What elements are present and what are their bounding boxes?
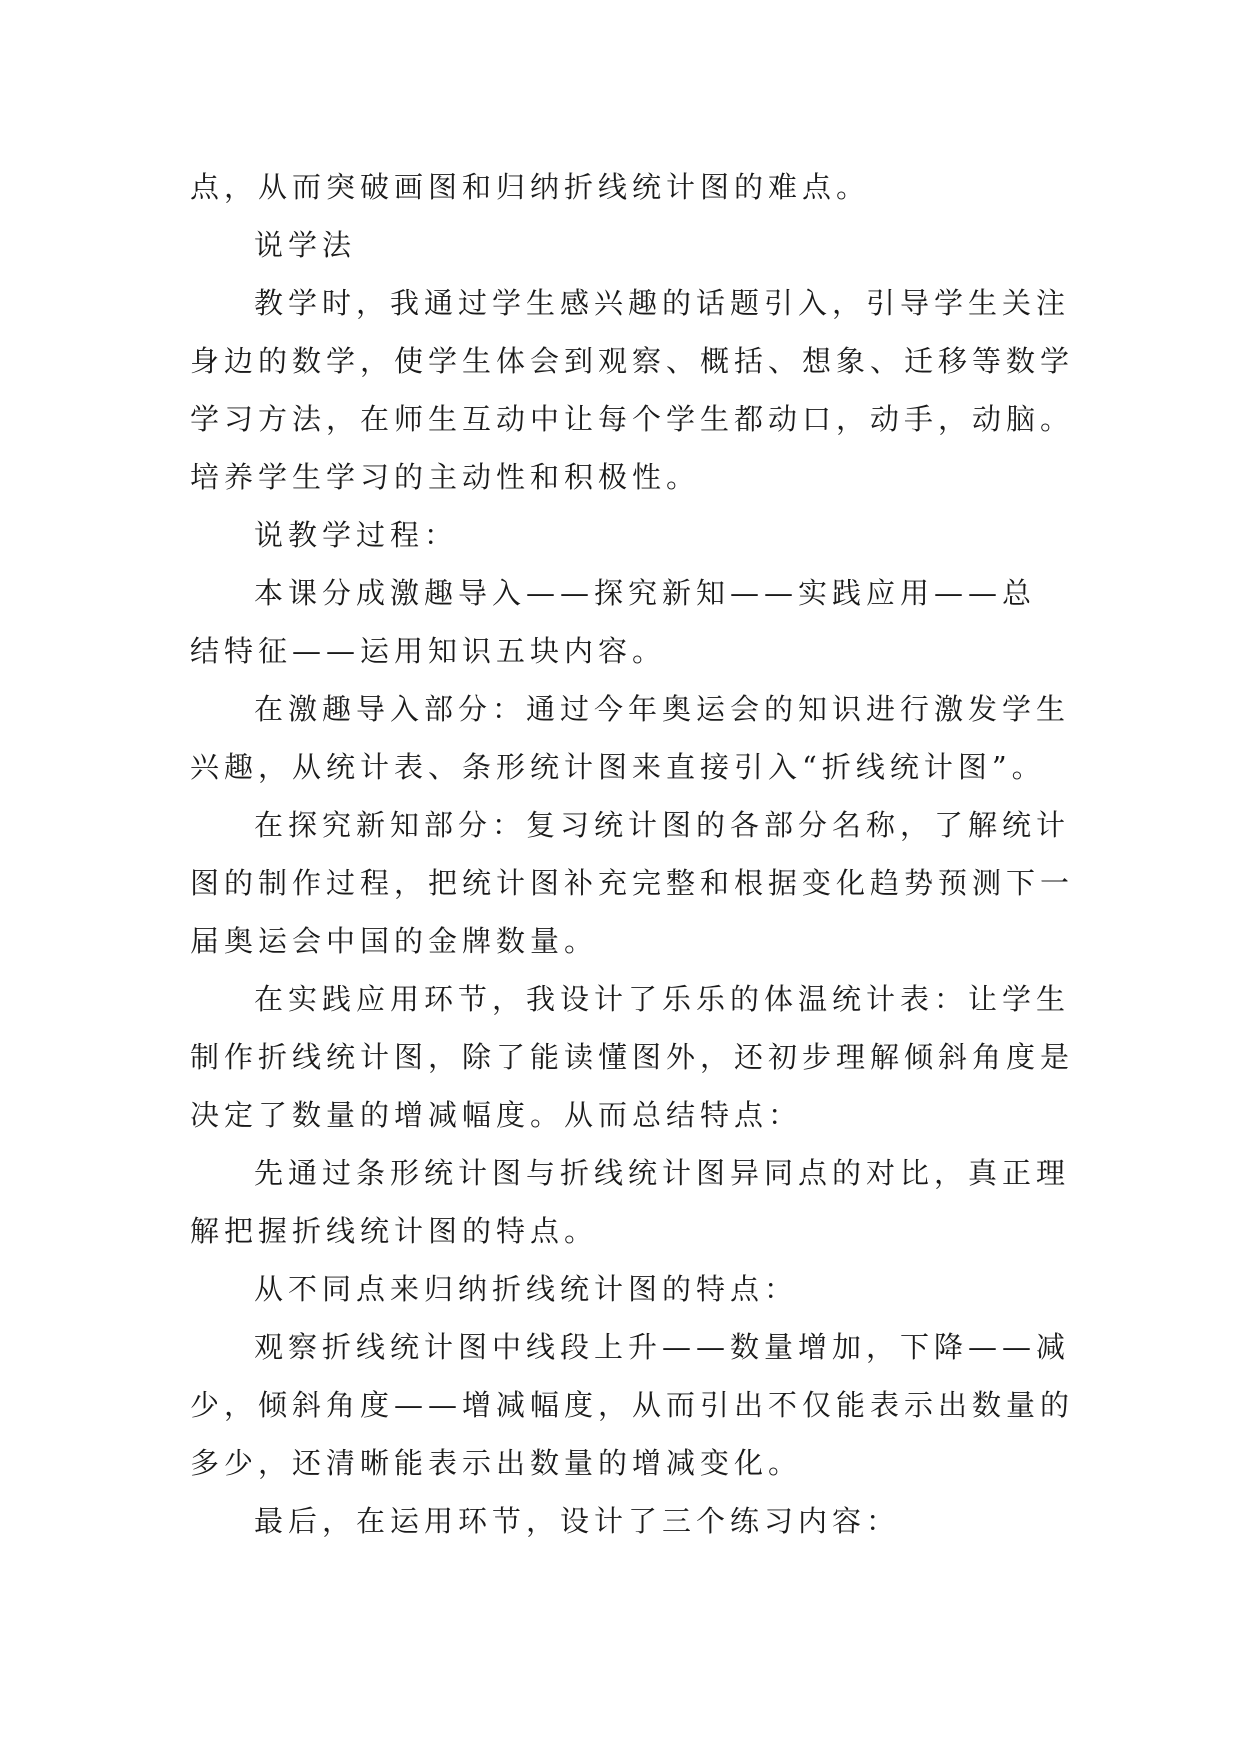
text-line: 先通过条形统计图与折线统计图异同点的对比，真正理	[254, 1156, 1071, 1190]
text-line: 最后，在运用环节，设计了三个练习内容：	[254, 1504, 901, 1538]
text-line: 本课分成激趣导入——探究新知——实践应用——总	[254, 576, 1037, 610]
section-heading-study-method: 说学法	[254, 228, 357, 262]
text-line: 从不同点来归纳折线统计图的特点：	[254, 1272, 799, 1306]
text-line: 教学时，我通过学生感兴趣的话题引入，引导学生关注	[254, 286, 1071, 320]
text-line: 在探究新知部分：复习统计图的各部分名称，了解统计	[254, 808, 1071, 842]
text-line: 图的制作过程，把统计图补充完整和根据变化趋势预测下一	[190, 866, 1075, 900]
text-line: 届奥运会中国的金牌数量。	[190, 924, 599, 958]
text-line: 兴趣，从统计表、条形统计图来直接引入“折线统计图”。	[190, 750, 1046, 784]
text-line: 多少，还清晰能表示出数量的增减变化。	[190, 1446, 803, 1480]
text-line: 决定了数量的增减幅度。从而总结特点：	[190, 1098, 803, 1132]
text-line: 培养学生学习的主动性和积极性。	[190, 460, 701, 494]
text-line: 学习方法，在师生互动中让每个学生都动口，动手，动脑。	[190, 402, 1075, 436]
document-page	[190, 158, 1075, 1550]
text-line: 点，从而突破画图和归纳折线统计图的难点。	[190, 170, 871, 204]
text-line: 身边的数学，使学生体会到观察、概括、想象、迁移等数学	[190, 344, 1075, 378]
text-line: 解把握折线统计图的特点。	[190, 1214, 599, 1248]
text-line: 在实践应用环节，我设计了乐乐的体温统计表：让学生	[254, 982, 1071, 1016]
text-line: 观察折线统计图中线段上升——数量增加，下降——减	[254, 1330, 1071, 1364]
text-line: 结特征——运用知识五块内容。	[190, 634, 667, 668]
section-heading-teaching-process: 说教学过程：	[254, 518, 459, 552]
text-line: 在激趣导入部分：通过今年奥运会的知识进行激发学生	[254, 692, 1071, 726]
text-line: 少，倾斜角度——增减幅度，从而引出不仅能表示出数量的	[190, 1388, 1075, 1422]
text-line: 制作折线统计图，除了能读懂图外，还初步理解倾斜角度是	[190, 1040, 1075, 1074]
